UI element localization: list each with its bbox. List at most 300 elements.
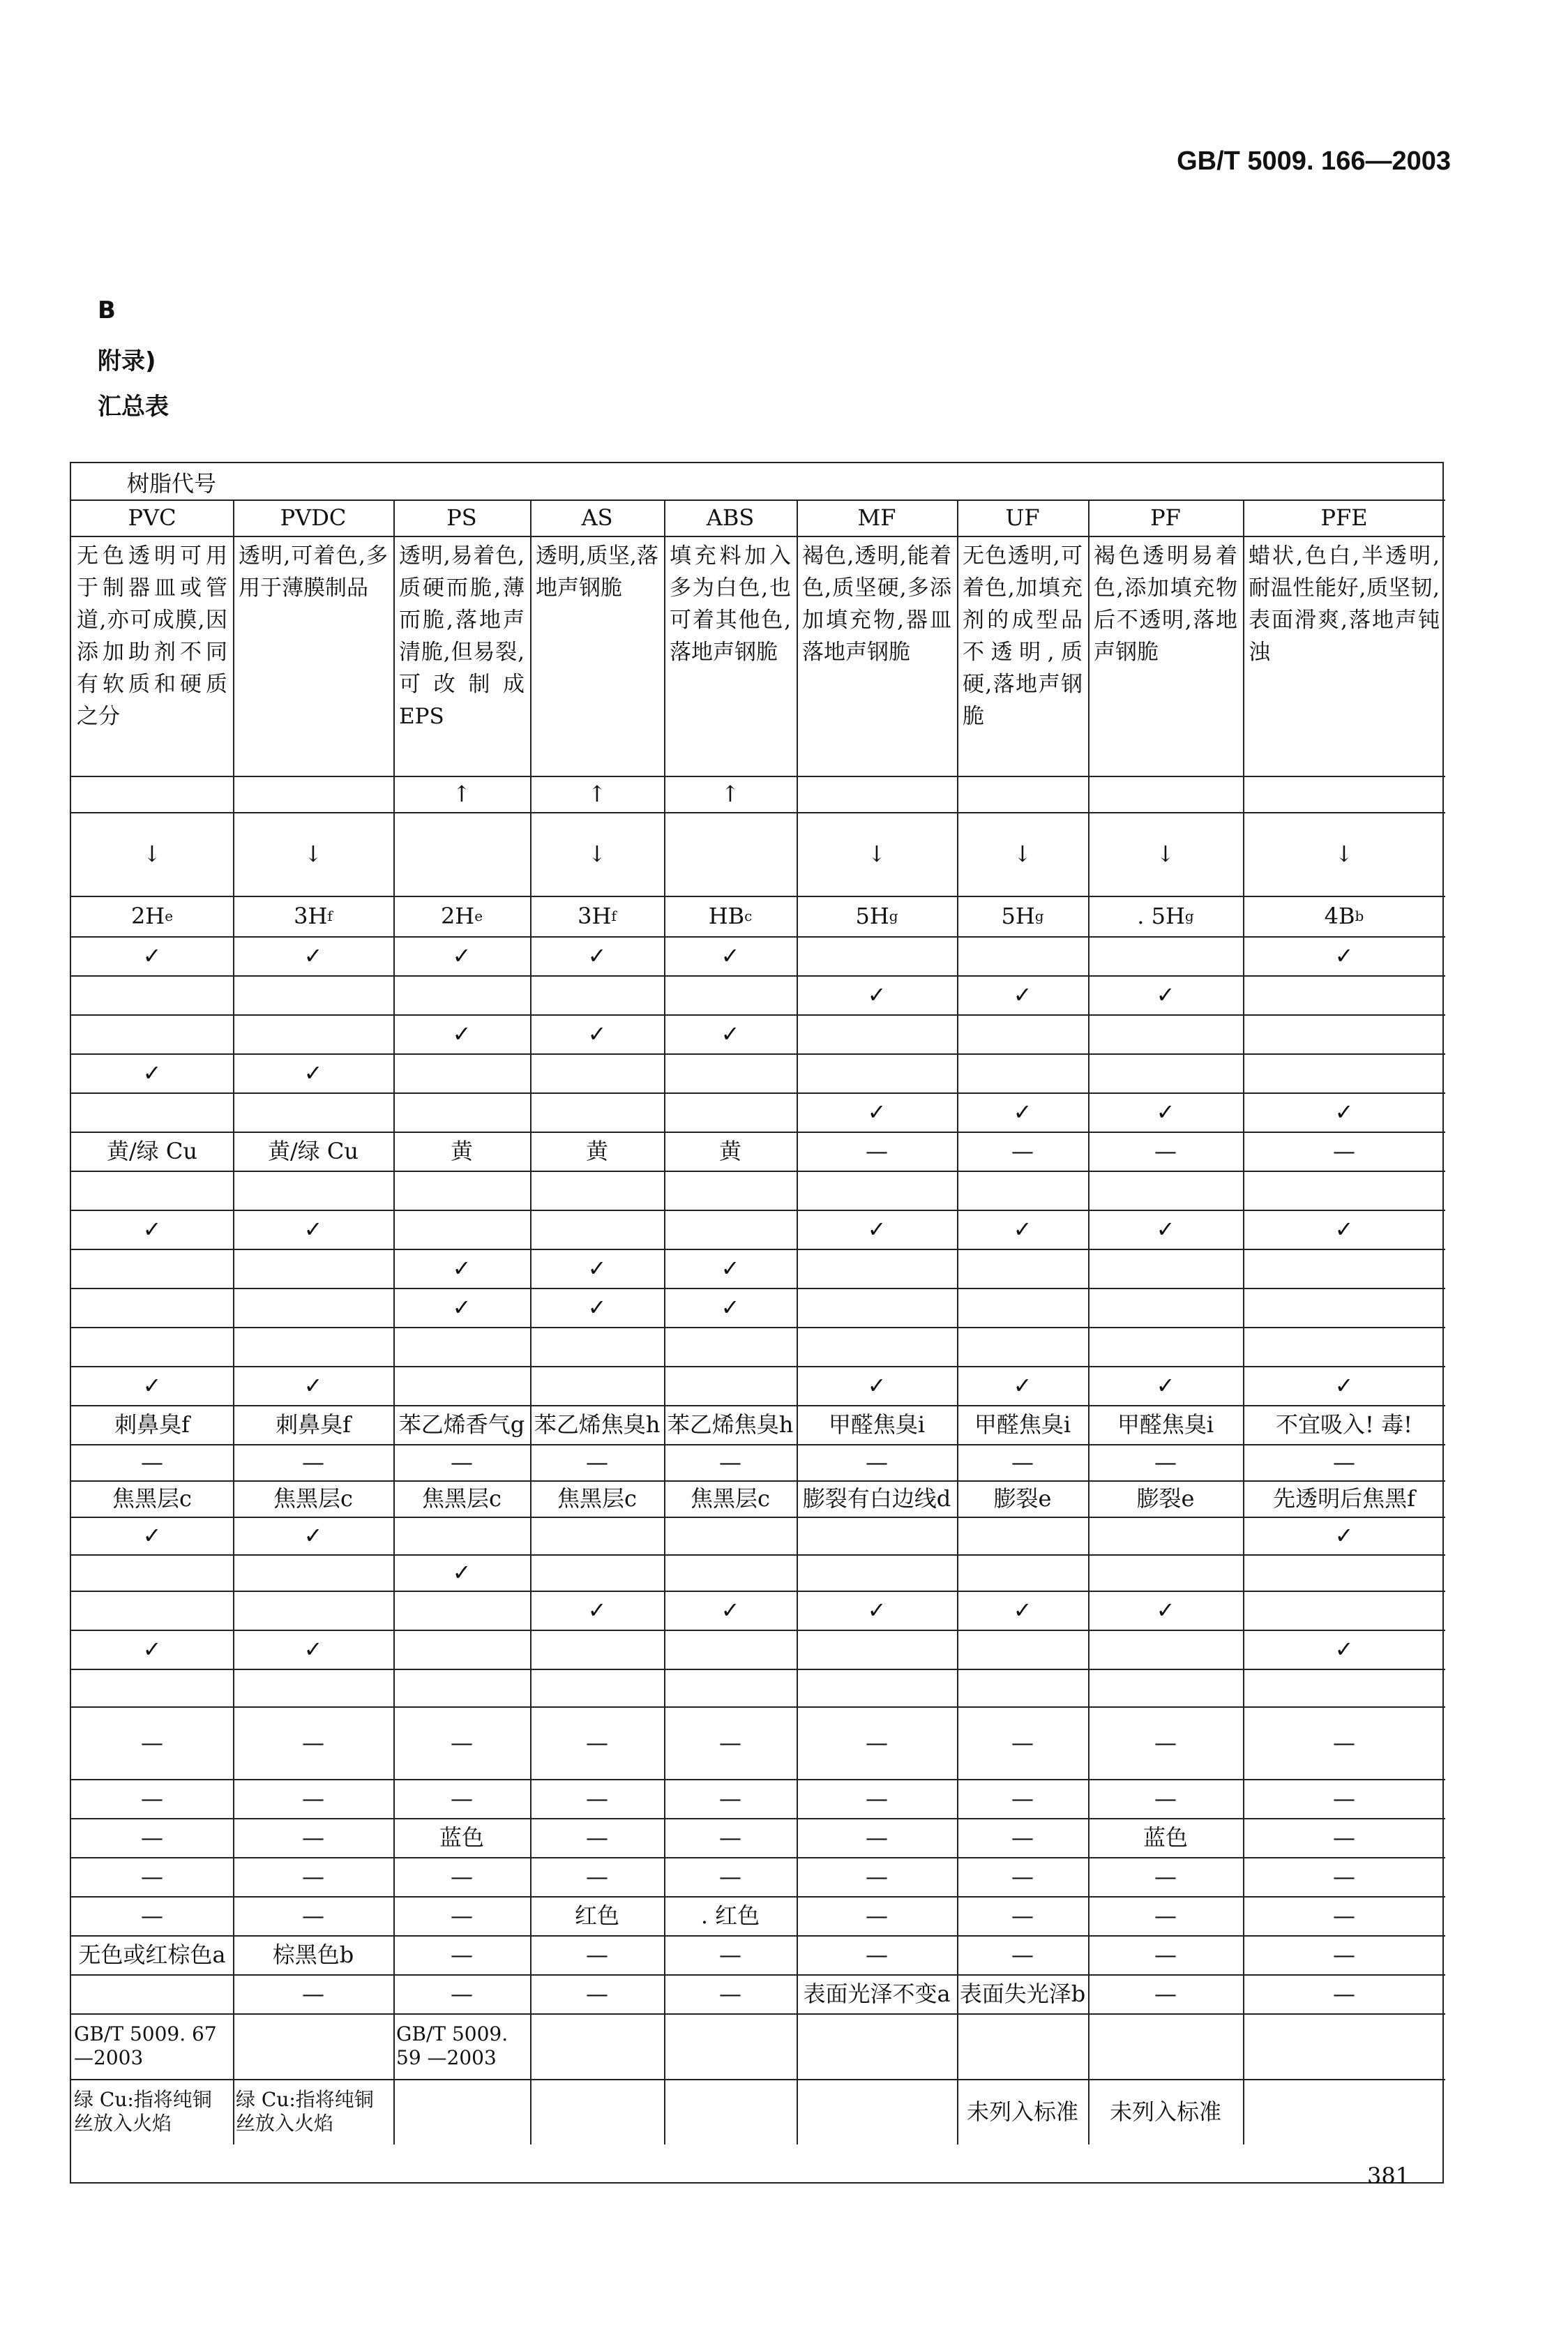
table-cell — [1243, 975, 1445, 1014]
table-cell — [957, 776, 1088, 812]
table-cell — [233, 1092, 393, 1132]
table-cell — [797, 1249, 957, 1288]
table-cell: ✓ — [303, 1372, 323, 1399]
table-cell: — — [1333, 1863, 1355, 1890]
standard-number: GB/T 5009. 166—2003 — [1177, 146, 1451, 176]
resin-description: 蜡状,色白,半透明,耐温性能好,质坚韧,表面滑爽,落地声钝浊 — [1249, 543, 1440, 665]
table-cell — [957, 1327, 1088, 1366]
table-cell: 表面失光泽b — [959, 1980, 1086, 2007]
table-cell: — — [1333, 1137, 1355, 1164]
table-cell — [957, 1171, 1088, 1210]
table-cell: — — [141, 1729, 163, 1756]
table-cell: 3H f — [578, 902, 617, 929]
table-cell: — — [586, 1941, 608, 1968]
table-cell: ↓ — [1013, 840, 1032, 867]
table-cell: — — [1154, 1980, 1177, 2007]
table-cell — [71, 1974, 233, 2013]
table-cell: 焦黑层c — [691, 1485, 770, 1512]
table-cell — [1088, 1554, 1243, 1591]
table-cell: — — [1011, 1137, 1034, 1164]
table-cell — [233, 1171, 393, 1210]
table-cell: — — [302, 1448, 324, 1475]
table-cell: 黄 — [585, 1137, 608, 1164]
table-cell — [957, 1554, 1088, 1591]
table-cell — [530, 1517, 664, 1554]
table-cell: ✓ — [452, 1293, 472, 1321]
table-cell: — — [141, 1448, 163, 1475]
table-cell — [664, 1366, 797, 1405]
table-cell — [1088, 1669, 1243, 1706]
table-cell: ✓ — [452, 1254, 472, 1282]
table-cell — [1088, 1249, 1243, 1288]
table-cell — [530, 1554, 664, 1591]
table-cell — [530, 1630, 664, 1669]
table-cell: 蓝色 — [1143, 1824, 1188, 1851]
table-cell — [530, 1053, 664, 1092]
table-cell: — — [1154, 1902, 1177, 1929]
table-cell — [1088, 2013, 1243, 2079]
table-cell — [233, 1327, 393, 1366]
table-cell: GB/T 5009. 67 —2003 — [74, 2022, 217, 2069]
table-cell: — — [866, 1863, 888, 1890]
table-cell: ✓ — [1334, 1098, 1354, 1125]
column-header: MF — [857, 504, 896, 531]
table-cell: — — [141, 1785, 163, 1812]
table-cell: ↓ — [1334, 840, 1354, 867]
table-cell: — — [866, 1137, 888, 1164]
table-cell — [1243, 1171, 1445, 1210]
column-header: ABS — [706, 504, 755, 531]
table-cell — [1088, 936, 1243, 975]
table-cell: 甲醛焦臭i — [828, 1411, 926, 1438]
table-cell: — — [866, 1729, 888, 1756]
table-cell: — — [719, 1448, 741, 1475]
table-cell — [957, 1249, 1088, 1288]
table-cell — [71, 1249, 233, 1288]
table-cell: — — [451, 1941, 473, 1968]
table-cell: — — [451, 1980, 473, 2007]
table-cell: ✓ — [303, 1059, 323, 1086]
table-cell: 刺鼻臭f — [276, 1411, 351, 1438]
table-cell: — — [1154, 1785, 1177, 1812]
table-cell: HB c — [708, 902, 753, 929]
table-cell: ✓ — [867, 1215, 887, 1242]
table-cell: ✓ — [142, 1215, 162, 1242]
table-cell: . 5H g — [1137, 902, 1194, 929]
table-cell: — — [1011, 1729, 1034, 1756]
table-cell: . 红色 — [700, 1902, 760, 1929]
resin-description: 填充料加入多为白色,也可着其他色,落地声钢脆 — [670, 543, 791, 665]
table-cell — [393, 2079, 530, 2144]
table-cell: ✓ — [1013, 1372, 1032, 1399]
table-cell: 膨裂e — [993, 1485, 1052, 1512]
table-cell — [71, 1591, 233, 1630]
table-cell: ✓ — [303, 1635, 323, 1662]
table-cell — [957, 936, 1088, 975]
table-cell — [1088, 776, 1243, 812]
table-cell: — — [451, 1448, 473, 1475]
table-cell: ✓ — [142, 942, 162, 969]
table-cell: — — [866, 1448, 888, 1475]
table-cell: — — [1333, 1941, 1355, 1968]
table-cell: ✓ — [587, 1020, 607, 1047]
table-cell: GB/T 5009. 59 —2003 — [396, 2022, 508, 2069]
table-cell: ✓ — [867, 981, 887, 1008]
table-cell: — — [1011, 1785, 1034, 1812]
table-cell — [233, 2013, 393, 2079]
table-cell: — — [1011, 1902, 1034, 1929]
table-cell: ✓ — [721, 1254, 740, 1282]
table-cell — [1243, 1591, 1445, 1630]
table-cell: ✓ — [1334, 1635, 1354, 1662]
table-cell: ✓ — [1334, 1372, 1354, 1399]
table-cell — [1088, 1171, 1243, 1210]
table-cell — [957, 1014, 1088, 1053]
table-cell: ✓ — [1013, 1098, 1032, 1125]
table-cell: 绿 Cu:指将纯铜丝放入火焰 — [74, 2088, 212, 2135]
page-number: 381 — [1367, 2163, 1410, 2189]
table-cell — [797, 1288, 957, 1327]
table-cell — [393, 1669, 530, 1706]
table-cell — [530, 1092, 664, 1132]
table-cell: 红色 — [574, 1902, 619, 1929]
table-cell: ✓ — [452, 1020, 472, 1047]
table-cell: — — [451, 1785, 473, 1812]
resin-description: 透明,质坚,落地声钢脆 — [536, 543, 658, 601]
table-cell — [664, 2013, 797, 2079]
table-cell: 黄/绿 Cu — [106, 1137, 198, 1164]
table-cell: ✓ — [867, 1596, 887, 1623]
resin-description: 透明,可着色,多用于薄膜制品 — [239, 543, 388, 601]
table-cell — [664, 1327, 797, 1366]
table-cell: — — [866, 1902, 888, 1929]
table-cell: ✓ — [1013, 1596, 1032, 1623]
table-cell — [71, 1669, 233, 1706]
column-header: UF — [1005, 504, 1040, 531]
table-cell — [797, 1014, 957, 1053]
table-cell: ↓ — [1156, 840, 1175, 867]
table-cell — [797, 1517, 957, 1554]
table-cell — [71, 975, 233, 1014]
table-cell — [393, 1366, 530, 1405]
table-cell — [530, 2079, 664, 2144]
table-cell — [664, 1517, 797, 1554]
table-cell: — — [866, 1941, 888, 1968]
table-cell — [71, 1092, 233, 1132]
table-cell: 黄/绿 Cu — [267, 1137, 359, 1164]
appendix-letter: B — [98, 296, 116, 324]
table-cell — [664, 1554, 797, 1591]
table-cell: 2H e — [130, 902, 174, 929]
table-cell: 焦黑层c — [557, 1485, 637, 1512]
table-cell — [71, 776, 233, 812]
table-cell — [664, 812, 797, 896]
table-cell — [1088, 1517, 1243, 1554]
table-cell — [1088, 1327, 1243, 1366]
table-cell — [797, 936, 957, 975]
table-cell — [233, 1249, 393, 1288]
table-cell: — — [302, 1785, 324, 1812]
table-cell: — — [141, 1863, 163, 1890]
table-cell: — — [1154, 1448, 1177, 1475]
table-cell — [664, 1669, 797, 1706]
table-cell: 先透明后焦黑f — [1273, 1485, 1415, 1512]
table-cell: 甲醛焦臭i — [1117, 1411, 1214, 1438]
table-cell — [233, 975, 393, 1014]
table-cell — [797, 1630, 957, 1669]
table-cell: 黄 — [718, 1137, 741, 1164]
table-cell: 未列入标准 — [966, 2098, 1078, 2125]
table-cell: — — [302, 1729, 324, 1756]
table-cell — [233, 1591, 393, 1630]
table-cell — [957, 1669, 1088, 1706]
table-cell: 2H e — [440, 902, 483, 929]
table-cell: 不宜吸入! 毒! — [1276, 1411, 1412, 1438]
table-cell — [530, 1171, 664, 1210]
table-cell — [530, 1366, 664, 1405]
table-cell: — — [719, 1980, 741, 2007]
resin-description: 透明,易着色,质硬而脆,薄而脆,落地声清脆,但易裂,可改制成EPS — [399, 543, 525, 729]
table-cell — [1088, 1288, 1243, 1327]
table-cell: 膨裂有白边线d — [802, 1485, 951, 1512]
table-cell — [957, 2013, 1088, 2079]
table-cell: — — [1011, 1448, 1034, 1475]
table-cell: 黄 — [450, 1137, 473, 1164]
resin-description: 褐色,透明,能着色,质坚硬,多添加填充物,器皿落地声钢脆 — [802, 543, 951, 665]
table-cell — [393, 1630, 530, 1669]
table-cell: ✓ — [303, 1215, 323, 1242]
table-title: 汇总表 — [98, 393, 169, 421]
table-cell: ✓ — [142, 1522, 162, 1549]
table-cell — [233, 1288, 393, 1327]
table-cell: ✓ — [142, 1059, 162, 1086]
table-cell — [664, 1630, 797, 1669]
table-cell — [1243, 1249, 1445, 1288]
table-cell: — — [586, 1448, 608, 1475]
table-cell — [1243, 2013, 1445, 2079]
table-cell — [1088, 1053, 1243, 1092]
table-cell: ✓ — [721, 1596, 740, 1623]
table-cell — [71, 1288, 233, 1327]
table-cell: — — [1154, 1941, 1177, 1968]
table-cell — [797, 2079, 957, 2144]
table-cell — [1243, 1554, 1445, 1591]
table-cell: — — [719, 1824, 741, 1851]
table-cell: ↓ — [587, 840, 607, 867]
table-cell — [393, 812, 530, 896]
table-cell — [71, 1327, 233, 1366]
table-cell: 焦黑层c — [273, 1485, 353, 1512]
table-cell: — — [302, 1863, 324, 1890]
table-cell — [664, 975, 797, 1014]
table-cell: — — [141, 1902, 163, 1929]
table-cell — [797, 1327, 957, 1366]
table-cell: ✓ — [867, 1372, 887, 1399]
table-cell — [664, 2079, 797, 2144]
table-cell — [1243, 1053, 1445, 1092]
table-cell: — — [1011, 1824, 1034, 1851]
table-cell — [71, 1554, 233, 1591]
table-cell — [71, 1171, 233, 1210]
table-cell: 表面光泽不变a — [803, 1980, 951, 2007]
table-cell: 5H g — [1001, 902, 1044, 929]
table-cell: 苯乙烯香气g — [398, 1411, 525, 1438]
table-cell: — — [1333, 1448, 1355, 1475]
table-cell — [1088, 1014, 1243, 1053]
table-cell: ✓ — [721, 1020, 740, 1047]
table-cell: ✓ — [1334, 942, 1354, 969]
table-cell — [233, 1669, 393, 1706]
table-cell: — — [1333, 1785, 1355, 1812]
appendix-label: 附录) — [98, 347, 156, 375]
table-cell — [957, 1630, 1088, 1669]
table-cell — [957, 1053, 1088, 1092]
table-cell: ✓ — [1334, 1522, 1354, 1549]
table-cell: 无色或红棕色a — [78, 1941, 226, 1968]
table-cell — [664, 1053, 797, 1092]
table-cell: 棕黑色b — [272, 1941, 354, 1968]
table-cell — [393, 1210, 530, 1249]
table-cell: 焦黑层c — [422, 1485, 502, 1512]
table-cell — [530, 1669, 664, 1706]
table-cell: ↓ — [142, 840, 162, 867]
table-cell: ✓ — [721, 942, 740, 969]
table-cell — [664, 1171, 797, 1210]
table-cell: — — [1333, 1902, 1355, 1929]
table-cell — [393, 1517, 530, 1554]
table-cell: ✓ — [1156, 1215, 1175, 1242]
table-cell: ✓ — [303, 942, 323, 969]
table-cell: ↓ — [867, 840, 887, 867]
table-cell: — — [451, 1902, 473, 1929]
table-cell — [1088, 1630, 1243, 1669]
table-cell: — — [586, 1785, 608, 1812]
table-cell — [530, 975, 664, 1014]
table-cell: — — [451, 1863, 473, 1890]
table-cell: ✓ — [142, 1635, 162, 1662]
table-cell: ✓ — [1334, 1215, 1354, 1242]
table-cell — [393, 1327, 530, 1366]
column-header: PVDC — [280, 504, 347, 531]
table-cell: — — [302, 1824, 324, 1851]
table-cell: — — [586, 1824, 608, 1851]
column-header: AS — [581, 504, 613, 531]
table-cell: — — [451, 1729, 473, 1756]
table-cell: ✓ — [452, 942, 472, 969]
table-cell: ↑ — [721, 780, 740, 807]
table-cell: ✓ — [303, 1522, 323, 1549]
table-cell — [233, 1554, 393, 1591]
table-cell: ✓ — [587, 1293, 607, 1321]
table-cell: ✓ — [587, 1254, 607, 1282]
table-cell: 蓝色 — [439, 1824, 484, 1851]
table-cell: 5H g — [855, 902, 898, 929]
table-cell — [1243, 776, 1445, 812]
table-cell — [1243, 2079, 1445, 2144]
table-cell — [233, 1014, 393, 1053]
table-cell — [530, 1327, 664, 1366]
table-cell: — — [302, 1980, 324, 2007]
table-cell: 焦黑层c — [112, 1485, 192, 1512]
table-cell: — — [1154, 1137, 1177, 1164]
table-cell — [797, 1171, 957, 1210]
table-cell: — — [586, 1729, 608, 1756]
resin-description: 褐色透明易着色,添加填充物后不透明,落地声钢脆 — [1094, 543, 1237, 665]
table-cell: 苯乙烯焦臭h — [667, 1411, 794, 1438]
table-cell: 绿 Cu:指将纯铜丝放入火焰 — [236, 2088, 374, 2135]
table-cell: — — [586, 1980, 608, 2007]
table-cell — [393, 1171, 530, 1210]
table-cell — [797, 776, 957, 812]
table-cell: 3H f — [294, 902, 333, 929]
table-cell: — — [1333, 1729, 1355, 1756]
table-cell: — — [866, 1824, 888, 1851]
table-cell — [1243, 1669, 1445, 1706]
table-cell — [957, 1288, 1088, 1327]
column-header: PS — [446, 504, 477, 531]
table-cell — [530, 1210, 664, 1249]
table-cell — [393, 1591, 530, 1630]
summary-table — [70, 462, 1444, 2184]
table-cell: — — [1011, 1863, 1034, 1890]
table-cell — [71, 1014, 233, 1053]
table-cell: ↓ — [303, 840, 323, 867]
table-cell: 未列入标准 — [1109, 2098, 1221, 2125]
table-cell — [797, 1554, 957, 1591]
table-cell — [393, 975, 530, 1014]
table-cell: — — [1333, 1824, 1355, 1851]
table-cell: — — [719, 1729, 741, 1756]
table-cell: ↑ — [452, 780, 472, 807]
table-cell: 甲醛焦臭i — [974, 1411, 1071, 1438]
table-cell: ✓ — [142, 1372, 162, 1399]
table-cell — [957, 1517, 1088, 1554]
table-cell: ✓ — [1013, 981, 1032, 1008]
table-cell: ✓ — [1156, 1596, 1175, 1623]
table-cell — [1243, 1327, 1445, 1366]
table-cell: — — [1011, 1941, 1034, 1968]
resin-description: 无色透明可用于制器皿或管道,亦可成膜,因添加助剂不同有软质和硬质之分 — [77, 543, 227, 729]
table-cell — [797, 1053, 957, 1092]
table-cell — [393, 1053, 530, 1092]
table-cell: — — [1154, 1729, 1177, 1756]
table-header-label: 树脂代号 — [127, 470, 217, 497]
table-cell: ✓ — [1156, 981, 1175, 1008]
table-cell: ✓ — [1156, 1372, 1175, 1399]
column-header: PF — [1150, 504, 1181, 531]
table-cell — [530, 2013, 664, 2079]
table-cell — [393, 1092, 530, 1132]
table-cell — [664, 1092, 797, 1132]
table-cell: — — [302, 1902, 324, 1929]
table-cell: — — [719, 1863, 741, 1890]
column-header: PFE — [1320, 504, 1368, 531]
table-cell: ✓ — [1156, 1098, 1175, 1125]
resin-description: 无色透明,可着色,加填充剂的成型品不透明,质硬,落地声钢脆 — [963, 543, 1083, 729]
table-cell: — — [1154, 1863, 1177, 1890]
table-cell — [664, 1210, 797, 1249]
table-cell: — — [586, 1863, 608, 1890]
table-cell: — — [141, 1824, 163, 1851]
table-cell — [797, 2013, 957, 2079]
table-cell: ✓ — [452, 1558, 472, 1586]
table-cell — [1243, 1014, 1445, 1053]
table-cell: 刺鼻臭f — [114, 1411, 190, 1438]
table-cell: ✓ — [587, 1596, 607, 1623]
column-header: PVC — [128, 504, 176, 531]
table-cell: — — [866, 1785, 888, 1812]
table-cell: — — [719, 1941, 741, 1968]
